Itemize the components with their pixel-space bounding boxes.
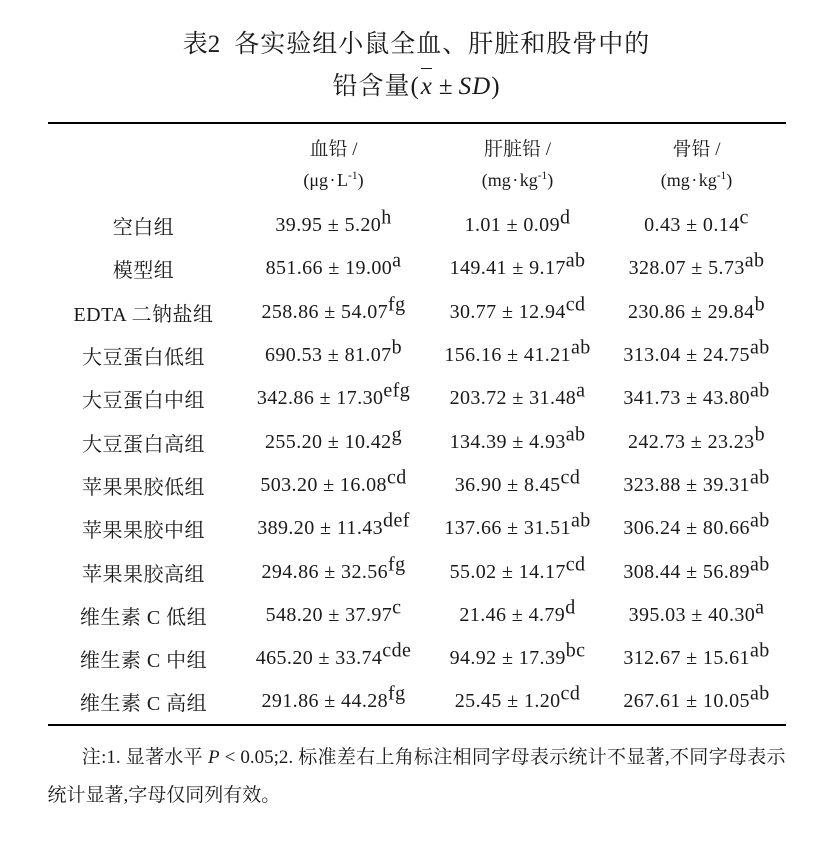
group-label-cell: 模型组 [112,260,175,283]
x-bar-symbol: x [420,66,434,108]
value-text: 137.66 ± 31.51 [444,517,571,540]
unit-exponent: -1 [348,170,358,182]
significance-superscript: ab [749,336,770,359]
table-header-row [48,123,786,204]
value-text: 242.73 ± 23.23 [628,430,755,453]
plus-minus-symbol: ± [438,73,454,100]
paren-open: ( [660,170,667,190]
header-bone-lead-label: 骨铅 / [672,139,721,160]
value-text: 328.07 ± 5.73 [628,257,745,280]
value-text: 39.95 ± 5.20 [275,214,382,237]
liver-lead-cell [428,464,608,507]
paren-close: ) [547,170,554,190]
paren-open: ( [303,170,310,190]
value-text: 94.92 ± 17.39 [449,647,566,670]
paren-open: ( [481,170,488,190]
significance-superscript: fg [388,293,406,316]
value-text: 341.73 ± 43.80 [623,387,750,410]
table-row [48,334,786,377]
value-text: 342.86 ± 17.30 [256,387,384,410]
bone-lead-cell [608,594,786,637]
value-text: 156.16 ± 41.21 [444,344,571,367]
significance-superscript: a [576,379,586,402]
table-footnote [48,726,786,815]
value-text: 267.61 ± 10.05 [623,690,750,713]
liver-lead-cell [428,680,608,724]
table-title-line-1 [0,24,833,66]
significance-superscript: ab [749,639,770,662]
significance-superscript: fg [388,553,406,576]
significance-superscript: ab [570,336,591,359]
value-text: 149.41 ± 9.17 [449,257,566,280]
unit-exponent: -1 [716,170,727,182]
significance-superscript: a [392,249,402,272]
blood-lead-cell [240,637,428,680]
unit-denominator: kg [519,170,538,190]
value-text: 25.45 ± 1.20 [454,690,561,713]
blood-lead-cell [240,377,428,420]
unit-exponent: -1 [537,170,548,182]
bone-lead-cell [608,247,786,290]
title-paren-close: ) [491,73,501,100]
significance-superscript: ab [744,249,765,272]
unit-numerator: mg [487,170,511,190]
table-number: 表2 [182,31,221,58]
significance-superscript: cd [560,466,581,489]
value-text: 323.88 ± 39.31 [623,473,750,496]
significance-superscript: ab [565,249,586,272]
header-bone-lead [608,123,786,204]
significance-superscript: ab [749,379,770,402]
sd-symbol: SD [458,73,492,100]
liver-lead-cell [428,637,608,680]
group-label-cell: 维生素 C 中组 [79,650,208,673]
liver-lead-cell [428,204,608,247]
table-row [48,550,786,593]
significance-superscript: c [739,206,749,229]
header-blood-lead [240,123,428,204]
table-row [48,247,786,290]
value-text: 503.20 ± 16.08 [260,473,387,496]
table-body [48,204,786,725]
value-text: 230.86 ± 29.84 [628,300,755,323]
table-row [48,291,786,334]
table-title [0,0,833,108]
table-row [48,464,786,507]
significance-superscript: cd [386,466,407,489]
value-text: 30.77 ± 12.94 [449,300,566,323]
bone-lead-cell [608,420,786,463]
significance-superscript: ab [749,682,770,705]
header-blood-lead-label: 血铅 / [309,139,358,160]
header-liver-lead-label: 肝脏铅 / [483,139,552,160]
value-text: 203.72 ± 31.48 [449,387,577,410]
liver-lead-cell [428,247,608,290]
liver-lead-cell [428,507,608,550]
liver-lead-cell [428,594,608,637]
value-text: 395.03 ± 40.30 [628,603,756,626]
group-label-cell: 维生素 C 低组 [79,606,208,629]
significance-superscript: b [754,423,765,446]
significance-superscript: ab [749,466,770,489]
value-text: 55.02 ± 14.17 [449,560,566,583]
significance-superscript: def [383,509,410,532]
blood-lead-cell [240,680,428,724]
table-title-text: 各实验组小鼠全血、肝脏和股骨中的 [234,31,651,58]
group-label-cell: 苹果果胶中组 [82,520,205,543]
blood-lead-cell [240,291,428,334]
bone-lead-cell [608,204,786,247]
blood-lead-cell [240,247,428,290]
middot-icon: · [691,170,698,190]
value-text: 465.20 ± 33.74 [255,647,383,670]
significance-superscript: d [559,206,571,229]
value-text: 1.01 ± 0.09 [464,214,560,237]
paren-close: ) [726,170,733,190]
group-label-cell: 大豆蛋白中组 [82,390,205,413]
value-text: 255.20 ± 10.42 [265,430,392,453]
significance-superscript: cde [382,639,412,662]
blood-lead-cell [240,464,428,507]
significance-superscript: a [755,596,765,619]
table-row [48,204,786,247]
value-text: 134.39 ± 4.93 [449,430,566,453]
footnote-p-symbol: P [207,746,220,768]
header-bone-lead-unit [608,165,786,195]
table-title-subject: 铅含量( [332,73,420,100]
blood-lead-cell [240,420,428,463]
group-label-cell: 苹果果胶低组 [82,476,205,499]
group-label-cell: 苹果果胶高组 [82,563,205,586]
bone-lead-cell [608,464,786,507]
value-text: 0.43 ± 0.14 [644,214,740,237]
value-text: 389.20 ± 11.43 [257,517,384,540]
significance-superscript: ab [565,423,586,446]
bone-lead-cell [608,377,786,420]
header-liver-lead [428,123,608,204]
unit-denominator: kg [698,170,717,190]
footnote-part-2: < 0.05;2. 标准差右上角标注相同字母表示统计不显著,不同字母表示统计显著,字母仅同列有效。 [47,746,786,806]
significance-superscript: d [565,596,576,619]
table-row [48,637,786,680]
value-text: 258.86 ± 54.07 [261,300,389,323]
liver-lead-cell [428,377,608,420]
lead-content-table-wrapper [48,122,786,726]
liver-lead-cell [428,334,608,377]
table-row [48,680,786,724]
table-row [48,377,786,420]
table-row [48,594,786,637]
lead-content-table [48,122,786,726]
footnote-part-1: 注:1. 显著水平 [81,746,208,768]
value-text: 36.90 ± 8.45 [454,473,561,496]
group-label-cell: 空白组 [112,217,175,240]
unit-numerator: mg [666,170,690,190]
significance-superscript: b [391,336,402,359]
table-title-line-2 [0,66,833,108]
middot-icon: · [329,170,336,190]
liver-lead-cell [428,550,608,593]
group-label-cell: 大豆蛋白高组 [82,433,205,456]
value-text: 291.86 ± 44.28 [261,690,389,713]
significance-superscript: ab [749,509,770,532]
bone-lead-cell [608,680,786,724]
significance-superscript: c [392,596,402,619]
value-text: 313.04 ± 24.75 [623,344,750,367]
paren-close: ) [357,170,364,190]
group-label-cell: 维生素 C 高组 [79,693,208,716]
liver-lead-cell [428,420,608,463]
value-text: 21.46 ± 4.79 [459,603,566,626]
bone-lead-cell [608,637,786,680]
blood-lead-cell [240,507,428,550]
significance-superscript: cd [565,553,586,576]
significance-superscript: bc [565,639,586,662]
liver-lead-cell [428,291,608,334]
unit-denominator: L [337,170,349,190]
blood-lead-cell [240,594,428,637]
value-text: 294.86 ± 32.56 [261,560,389,583]
group-label-cell: EDTA 二钠盐组 [73,303,214,326]
unit-numerator: μg [309,170,329,190]
blood-lead-cell [240,334,428,377]
value-text: 851.66 ± 19.00 [265,257,393,280]
middot-icon: · [512,170,519,190]
value-text: 548.20 ± 37.97 [265,603,393,626]
blood-lead-cell [240,550,428,593]
value-text: 306.24 ± 80.66 [623,517,750,540]
header-blood-lead-unit [240,165,428,195]
header-liver-lead-unit [428,165,608,195]
significance-superscript: cd [560,682,581,705]
bone-lead-cell [608,334,786,377]
blood-lead-cell [240,204,428,247]
group-label-cell: 大豆蛋白低组 [82,347,205,370]
significance-superscript: cd [565,293,586,316]
value-text: 312.67 ± 15.61 [623,647,750,670]
significance-superscript: ab [749,553,770,576]
significance-superscript: fg [388,682,406,705]
significance-superscript: ab [570,509,591,532]
value-text: 690.53 ± 81.07 [265,344,392,367]
header-group-column [48,123,240,204]
bone-lead-cell [608,507,786,550]
significance-superscript: b [754,293,765,316]
table-row [48,507,786,550]
table-header [48,123,786,204]
bone-lead-cell [608,550,786,593]
table-row [48,420,786,463]
bone-lead-cell [608,291,786,334]
significance-superscript: h [381,206,392,229]
significance-superscript: g [391,423,402,446]
value-text: 308.44 ± 56.89 [623,560,750,583]
significance-superscript: efg [383,379,411,402]
